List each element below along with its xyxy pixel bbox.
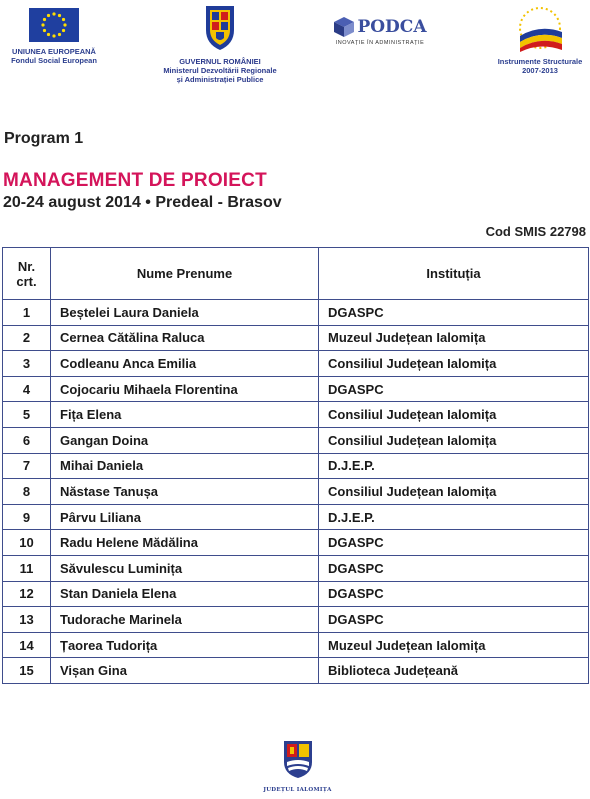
participant-institution: DGASPC xyxy=(319,581,589,607)
participant-name: Radu Helene Mădălina xyxy=(51,530,319,556)
participant-institution: DGASPC xyxy=(319,376,589,402)
table-row xyxy=(3,351,589,377)
romanian-coat-of-arms-icon xyxy=(200,4,240,52)
header-institution: Instituția xyxy=(319,248,589,300)
course-dates: 20-24 august 2014 • Predeal - Brasov xyxy=(3,194,282,211)
row-number: 3 xyxy=(3,351,51,377)
is-caption-2: 2007-2013 xyxy=(522,66,558,75)
participant-institution: Biblioteca Județeană xyxy=(319,658,589,684)
header-nr-line2: crt. xyxy=(16,273,37,289)
ialomita-coat-of-arms-icon xyxy=(281,738,315,780)
footer-caption: JUDEȚUL IALOMIȚA xyxy=(263,787,332,793)
table-header-row xyxy=(3,248,589,300)
table-row xyxy=(3,479,589,505)
row-number: 6 xyxy=(3,427,51,453)
participant-institution: DGASPC xyxy=(319,530,589,556)
row-number: 1 xyxy=(3,300,51,326)
table-row xyxy=(3,300,589,326)
table-row xyxy=(3,453,589,479)
row-number: 14 xyxy=(3,632,51,658)
podca-name: PODCA xyxy=(357,17,427,37)
participant-name: Tudorache Marinela xyxy=(51,607,319,633)
eu-caption-2: Fondul Social European xyxy=(11,56,97,65)
participant-institution: DGASPC xyxy=(319,555,589,581)
participant-name: Săvulescu Luminița xyxy=(51,555,319,581)
participant-name: Codleanu Anca Emilia xyxy=(51,351,319,377)
is-caption-1: Instrumente Structurale xyxy=(497,57,583,66)
table-row xyxy=(3,504,589,530)
participant-institution: Consiliul Județean Ialomița xyxy=(319,402,589,428)
participant-institution: Consiliul Județean Ialomița xyxy=(319,351,589,377)
row-number: 7 xyxy=(3,453,51,479)
participant-institution: DGASPC xyxy=(319,300,589,326)
gov-caption-1: GUVERNUL ROMÂNIEI xyxy=(179,57,261,66)
footer-logo xyxy=(260,738,335,793)
podca-tagline: INOVAȚIE ÎN ADMINISTRAȚIE xyxy=(335,40,425,46)
participant-name: Cojocariu Mihaela Florentina xyxy=(51,376,319,402)
header-nr xyxy=(3,248,51,300)
participant-institution: Muzeul Județean Ialomița xyxy=(319,325,589,351)
header-nr-line1: Nr. xyxy=(17,258,36,274)
row-number: 11 xyxy=(3,555,51,581)
participant-institution: D.J.E.P. xyxy=(319,504,589,530)
smis-code: Cod SMIS 22798 xyxy=(485,224,586,239)
participant-institution: DGASPC xyxy=(319,607,589,633)
table-row xyxy=(3,581,589,607)
podca-logo xyxy=(325,16,435,46)
table-row xyxy=(3,376,589,402)
row-number: 5 xyxy=(3,402,51,428)
participant-name: Mihai Daniela xyxy=(51,453,319,479)
participant-name: Pârvu Liliana xyxy=(51,504,319,530)
eu-flag-icon xyxy=(29,8,79,42)
course-title: MANAGEMENT DE PROIECT xyxy=(3,170,267,191)
podca-cube-icon xyxy=(333,16,355,38)
participant-institution: D.J.E.P. xyxy=(319,453,589,479)
table-row xyxy=(3,658,589,684)
instrumente-structurale-icon xyxy=(512,2,568,52)
participant-name: Fița Elena xyxy=(51,402,319,428)
participant-name: Gangan Doina xyxy=(51,427,319,453)
government-logo xyxy=(150,4,290,84)
instrumente-structurale-logo xyxy=(490,2,590,75)
table-row xyxy=(3,427,589,453)
table-row xyxy=(3,325,589,351)
row-number: 13 xyxy=(3,607,51,633)
row-number: 2 xyxy=(3,325,51,351)
eu-caption-1: UNIUNEA EUROPEANĂ xyxy=(12,47,96,56)
row-number: 15 xyxy=(3,658,51,684)
row-number: 4 xyxy=(3,376,51,402)
gov-caption-3: și Administrației Publice xyxy=(176,75,264,84)
participant-institution: Muzeul Județean Ialomița xyxy=(319,632,589,658)
participant-name: Năstase Tanușa xyxy=(51,479,319,505)
participant-name: Beștelei Laura Daniela xyxy=(51,300,319,326)
table-row xyxy=(3,530,589,556)
table-row xyxy=(3,555,589,581)
row-number: 12 xyxy=(3,581,51,607)
row-number: 8 xyxy=(3,479,51,505)
eu-logo xyxy=(0,8,108,65)
logo-bar xyxy=(0,0,590,118)
participant-name: Cernea Cătălina Raluca xyxy=(51,325,319,351)
gov-caption-2: Ministerul Dezvoltării Regionale xyxy=(163,66,277,75)
participant-name: Stan Daniela Elena xyxy=(51,581,319,607)
table-row xyxy=(3,632,589,658)
participant-name: Vișan Gina xyxy=(51,658,319,684)
participant-institution: Consiliul Județean Ialomița xyxy=(319,479,589,505)
participants-table xyxy=(2,247,589,684)
table-row xyxy=(3,402,589,428)
program-label: Program 1 xyxy=(4,130,84,147)
participant-name: Țaorea Tudorița xyxy=(51,632,319,658)
header-name: Nume Prenume xyxy=(51,248,319,300)
participant-institution: Consiliul Județean Ialomița xyxy=(319,427,589,453)
table-row xyxy=(3,607,589,633)
row-number: 10 xyxy=(3,530,51,556)
row-number: 9 xyxy=(3,504,51,530)
